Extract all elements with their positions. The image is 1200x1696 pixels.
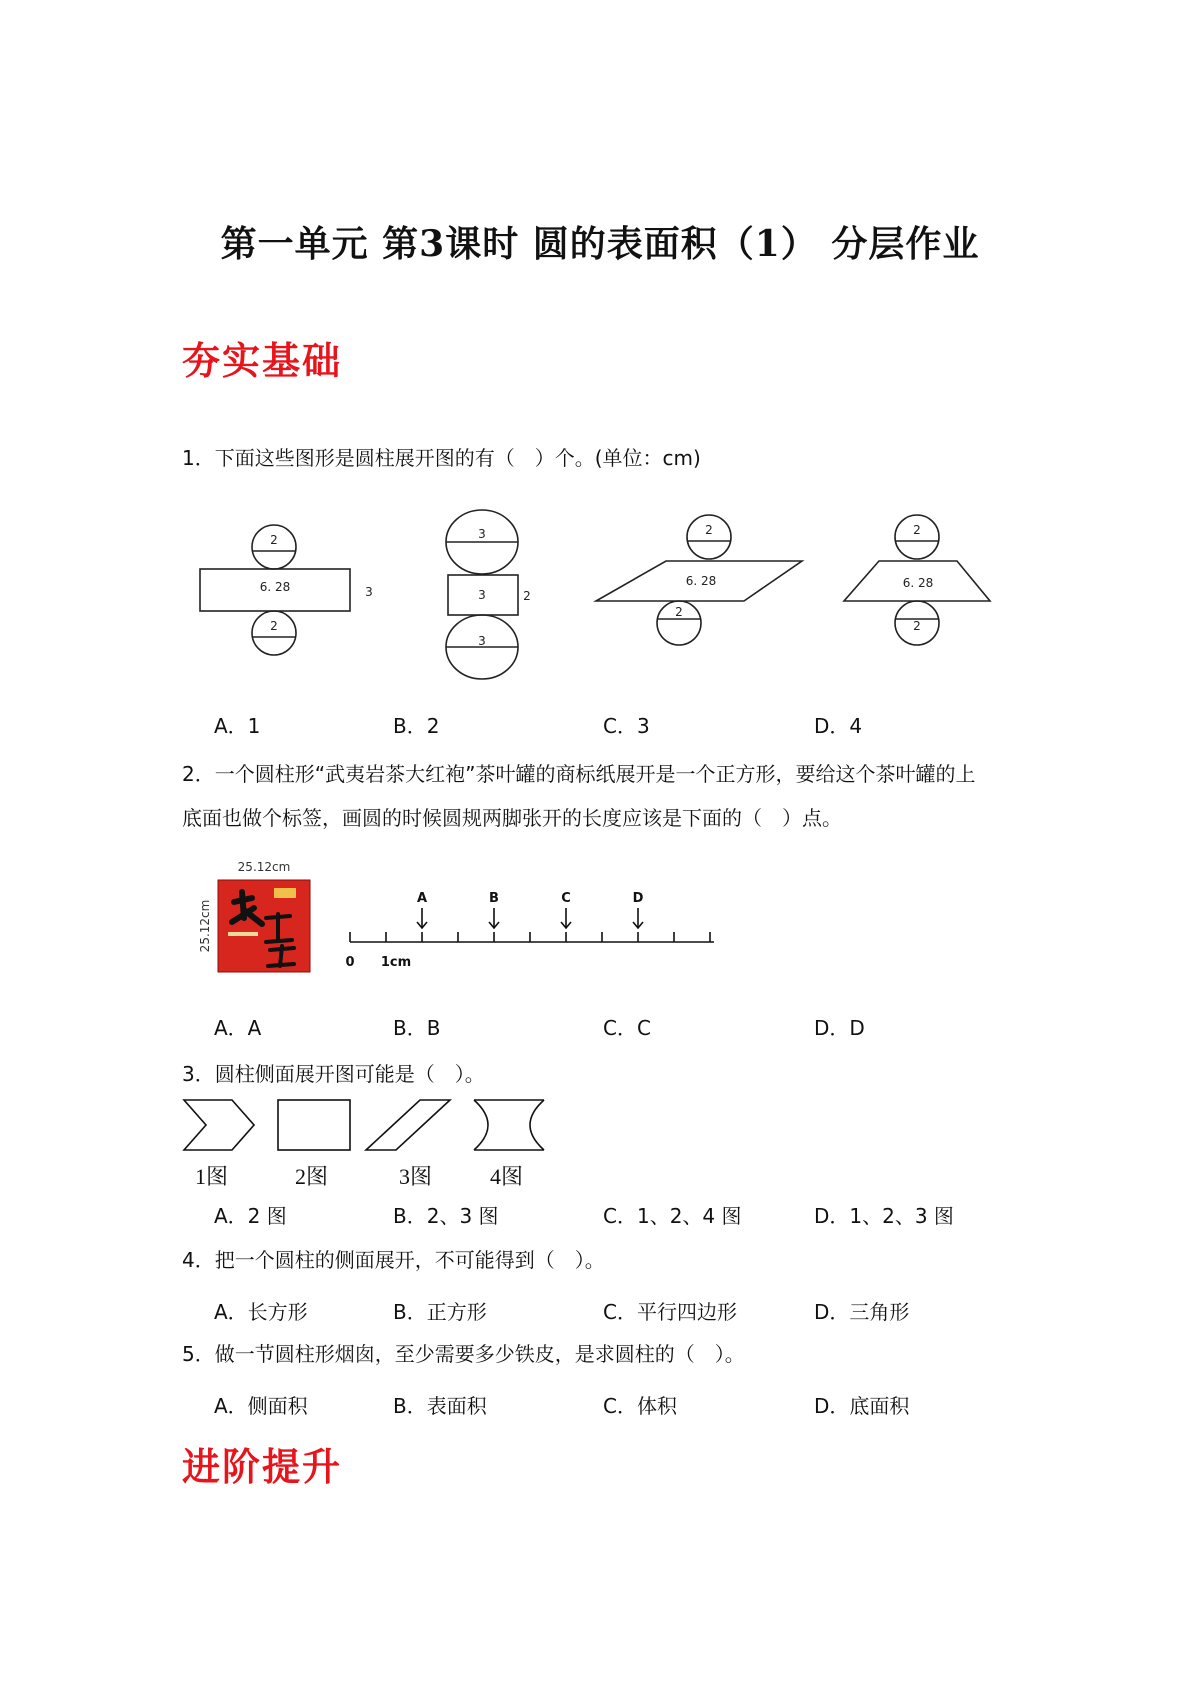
q3-option-b[interactable]: B．2、3 图 [393,1204,499,1228]
question-3-text: 3．圆柱侧面展开图可能是（ ）。 [182,1062,485,1086]
section-heading-advanced: 进阶提升 [182,1444,343,1489]
q3-figure-3-parallelogram [366,1100,450,1150]
q3-option-a[interactable]: A．2 图 [214,1204,287,1228]
q1-f3-bottom-label: 2 [675,605,683,619]
q1-f1-side-label: 3 [365,585,373,599]
q1-f1-bottom-label: 2 [270,619,278,633]
q1-f4-top-label: 2 [913,523,921,537]
q3-figure-label-1: 1图 [195,1164,229,1189]
ruler-point-d: D [632,891,644,906]
question-5-text: 5．做一节圆柱形烟囱，至少需要多少铁皮，是求圆柱的（ ）。 [182,1342,745,1366]
q2-option-c[interactable]: C．C [603,1016,651,1040]
q4-option-a[interactable]: A．长方形 [214,1300,308,1324]
question-1-text: 1．下面这些图形是圆柱展开图的有（ ）个。(单位：cm) [182,446,701,470]
section-heading-basic: 夯实基础 [182,338,343,383]
q1-f2-bottom-label: 3 [478,634,486,648]
q5-option-a[interactable]: A．侧面积 [214,1394,308,1418]
q3-option-d[interactable]: D．1、2、3 图 [814,1204,954,1228]
q1-option-d[interactable]: D．4 [814,714,863,738]
q1-f1-rect-label: 6. 28 [259,580,291,594]
tea-label-figure [182,858,322,978]
question-3-figures [182,1098,562,1154]
q1-f3-top-label: 2 [705,523,713,537]
question-4-text: 4．把一个圆柱的侧面展开，不可能得到（ ）。 [182,1248,605,1272]
tea-label-top-dimension: 25.12cm [237,860,291,874]
q1-option-c[interactable]: C．3 [603,714,650,738]
question-2-line-1: 2．一个圆柱形“武夷岩茶大红袍”茶叶罐的商标纸展开是一个正方形，要给这个茶叶罐的上 [182,762,976,786]
ruler-point-c: C [561,891,571,906]
q1-f2-rect-label: 3 [478,588,486,602]
q5-option-c[interactable]: C．体积 [603,1394,677,1418]
q1-option-b[interactable]: B．2 [393,714,440,738]
q1-option-a[interactable]: A．1 [214,714,261,738]
arrow-c-icon [561,908,571,928]
q4-option-c[interactable]: C．平行四边形 [603,1300,737,1324]
page-title: 第一单元 第3课时 圆的表面积（1） 分层作业 [220,223,980,265]
question-1-figures [182,505,1042,685]
dahongpao-tea-label-image [218,880,310,972]
q5-option-d[interactable]: D．底面积 [814,1394,910,1418]
arrow-a-icon [417,908,427,928]
q1-f2-side-label: 2 [523,589,531,603]
q1-f3-shape-label: 6. 28 [685,574,717,588]
q2-option-b[interactable]: B．B [393,1016,441,1040]
q3-figure-1-chevron [184,1100,254,1150]
q1-f1-top-label: 2 [270,533,278,547]
q2-option-a[interactable]: A．A [214,1016,262,1040]
q3-figure-label-2: 2图 [295,1164,329,1189]
tea-label-side-dimension: 25.12cm [198,899,212,953]
q1-f4-bottom-label: 2 [913,619,921,633]
ruler-point-a: A [416,891,428,906]
ruler-unit-label: 1cm [380,955,412,970]
q3-figure-label-3: 3图 [399,1164,433,1189]
q5-option-b[interactable]: B．表面积 [393,1394,487,1418]
arrow-d-icon [633,908,643,928]
ruler-point-b: B [489,891,499,906]
q3-figure-2-rectangle [278,1100,350,1150]
q3-figure-4-concave [474,1100,544,1150]
q4-option-d[interactable]: D．三角形 [814,1300,910,1324]
arrow-b-icon [489,908,499,928]
q3-figure-label-4: 4图 [490,1164,524,1189]
q3-option-c[interactable]: C．1、2、4 图 [603,1204,742,1228]
question-2-line-2: 底面也做个标签，画圆的时候圆规两脚张开的长度应该是下面的（ ）点。 [182,806,842,830]
q1-f4-shape-label: 6. 28 [902,576,934,590]
q4-option-b[interactable]: B．正方形 [393,1300,487,1324]
q2-option-d[interactable]: D．D [814,1016,865,1040]
ruler-figure [340,880,720,970]
q1-f2-top-label: 3 [478,527,486,541]
ruler-zero-label: 0 [345,955,355,970]
